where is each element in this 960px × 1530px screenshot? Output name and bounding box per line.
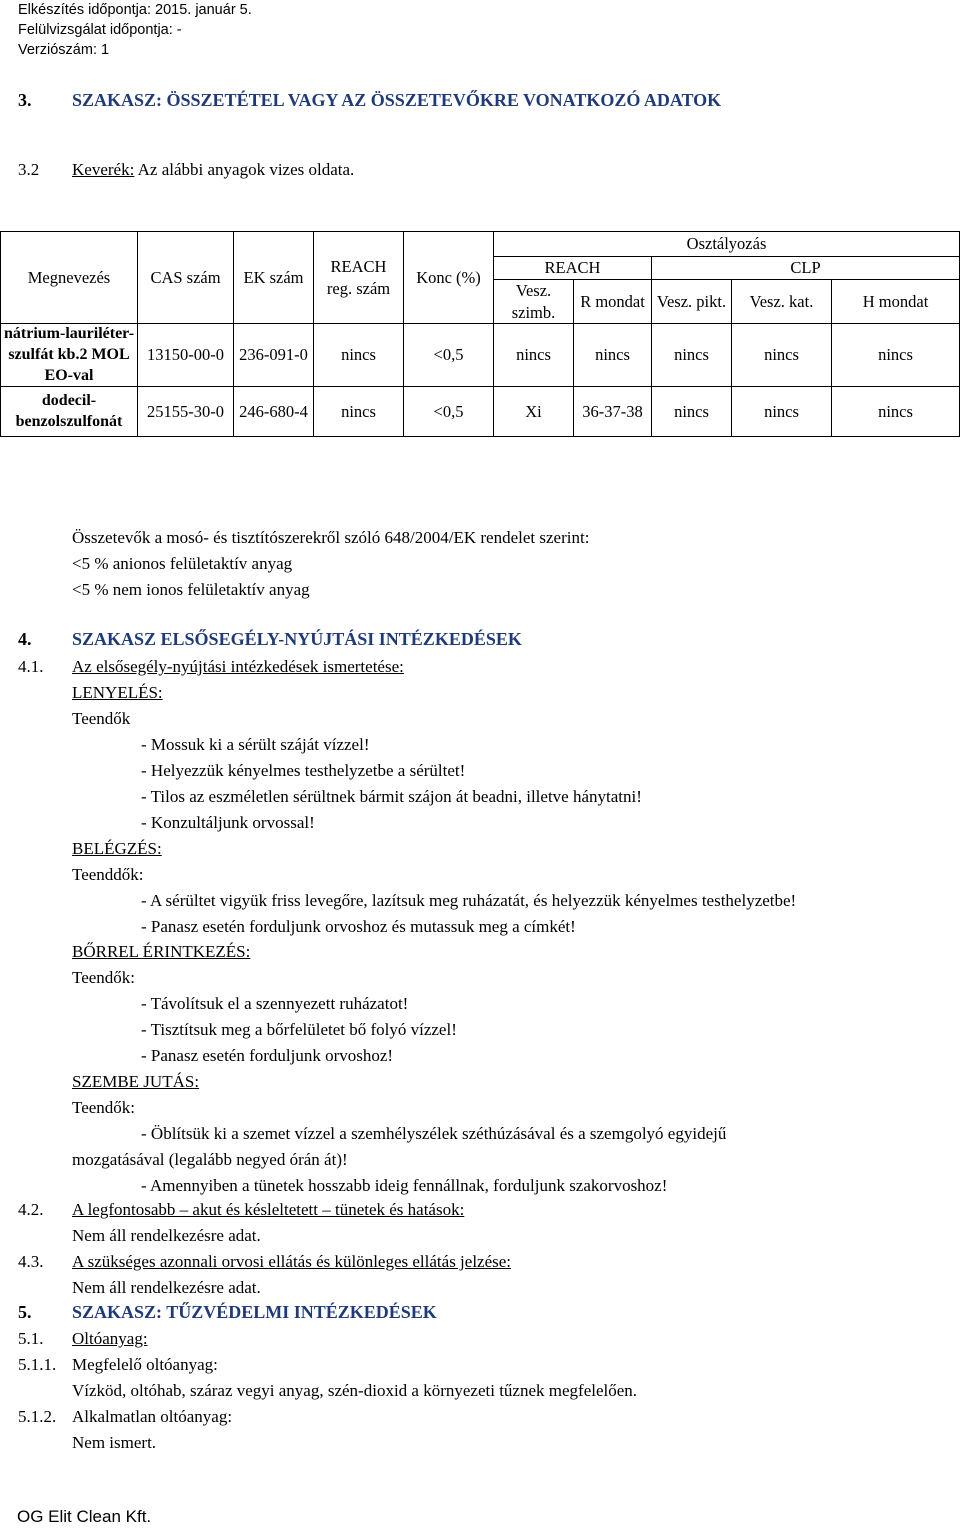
section42-text: Nem áll rendelkezésre adat. <box>72 1226 261 1245</box>
cell-r: 36-37-38 <box>574 387 652 437</box>
inhalation-heading: BELÉGZÉS: <box>72 839 162 858</box>
cell-ek: 236-091-0 <box>234 324 314 387</box>
section4-title: SZAKASZ ELSŐSEGÉLY-NYÚJTÁSI INTÉZKEDÉSEK <box>72 629 522 649</box>
footer-company: OG Elit Clean Kft. <box>17 1507 152 1526</box>
ingestion-item-3: - Tilos az eszméletlen sérültnek bármit szájon át beadni, illetve hánytatni! <box>141 787 642 806</box>
ingestion-heading: LENYELÉS: <box>72 683 163 702</box>
header-created-date: Elkészítés időpontja: 2015. január 5. <box>18 2 252 18</box>
section42-title: A legfontosabb – akut és késleltetett – tünetek és hatások: <box>72 1200 465 1219</box>
cell-h: nincs <box>832 324 960 387</box>
inhalation-item-2: - Panasz esetén forduljunk orvoshoz és mutassuk meg a címkét! <box>141 917 576 936</box>
cell-szimb: Xi <box>494 387 574 437</box>
eye-heading: SZEMBE JUTÁS: <box>72 1072 200 1091</box>
section3-number: 3. <box>18 90 32 110</box>
detergent-anionic: <5 % anionos felületaktív anyag <box>72 554 293 573</box>
detergent-intro: Összetevők a mosó- és tisztítószerekről szóló 648/2004/EK rendelet szerint: <box>72 528 590 547</box>
section41-title: Az elsősegély-nyújtási intézkedések ismertetése: <box>72 657 404 676</box>
header-reach: REACH <box>494 257 652 280</box>
section512-text: Nem ismert. <box>72 1433 157 1452</box>
header-konc: Konc (%) <box>404 232 494 324</box>
cell-pikt: nincs <box>652 324 732 387</box>
composition-table <box>0 231 960 437</box>
section512-number: 5.1.2. <box>18 1407 57 1426</box>
section32-number: 3.2 <box>18 160 40 179</box>
header-vesz-szimb: Vesz. szimb. <box>494 280 574 324</box>
section43-number: 4.3. <box>18 1252 44 1271</box>
inhalation-todo-label: Teenddők: <box>72 865 144 884</box>
cell-kat: nincs <box>732 387 832 437</box>
cell-konc: <0,5 <box>404 387 494 437</box>
skin-item-2: - Tisztítsuk meg a bőrfelületet bő folyó vízzel! <box>141 1020 457 1039</box>
section511-number: 5.1.1. <box>18 1355 57 1374</box>
cell-szimb: nincs <box>494 324 574 387</box>
table-row <box>1 324 960 387</box>
eye-item-2: - Amennyiben a tünetek hosszabb ideig fennállnak, forduljunk szakorvoshoz! <box>141 1176 668 1195</box>
cell-r: nincs <box>574 324 652 387</box>
section43-title: A szükséges azonnali orvosi ellátás és különleges ellátás jelzése: <box>72 1252 512 1271</box>
cell-reach: nincs <box>314 387 404 437</box>
section511-title: Megfelelő oltóanyag: <box>72 1355 218 1374</box>
ingestion-item-1: - Mossuk ki a sérült száját vízzel! <box>141 735 370 754</box>
header-ek: EK szám <box>234 232 314 324</box>
section5-number: 5. <box>18 1302 32 1322</box>
header-reach-reg: REACH reg. szám <box>314 232 404 324</box>
skin-item-3: - Panasz esetén forduljunk orvoshoz! <box>141 1046 394 1065</box>
section51-number: 5.1. <box>18 1329 44 1348</box>
section42-number: 4.2. <box>18 1200 44 1219</box>
section4-number: 4. <box>18 629 32 649</box>
cell-pikt: nincs <box>652 387 732 437</box>
section43-text: Nem áll rendelkezésre adat. <box>72 1278 261 1297</box>
header-vesz-pikt: Vesz. pikt. <box>652 280 732 324</box>
skin-item-1: - Távolítsuk el a szennyezett ruházatot! <box>141 994 409 1013</box>
header-h-mondat: H mondat <box>832 280 960 324</box>
table-row <box>1 387 960 437</box>
eye-item-1-cont: mozgatásával (legalább negyed órán át)! <box>72 1150 348 1169</box>
header-vesz-kat: Vesz. kat. <box>732 280 832 324</box>
cell-cas: 13150-00-0 <box>138 324 234 387</box>
section512-title: Alkalmatlan oltóanyag: <box>72 1407 233 1426</box>
ingestion-todo-label: Teendők <box>72 709 131 728</box>
cell-konc: <0,5 <box>404 324 494 387</box>
eye-todo-label: Teendők: <box>72 1098 136 1117</box>
header-clp: CLP <box>652 257 960 280</box>
header-cas: CAS szám <box>138 232 234 324</box>
section41-number: 4.1. <box>18 657 44 676</box>
eye-item-1: - Öblítsük ki a szemet vízzel a szemhélyszélek széthúzásával és a szemgolyó egyidejű <box>141 1124 727 1143</box>
detergent-nonionic: <5 % nem ionos felületaktív anyag <box>72 580 310 599</box>
section32-label: Keverék: <box>72 160 135 179</box>
inhalation-item-1: - A sérültet vigyük friss levegőre, lazítsuk meg ruházatát, és helyezzük kényelmes testhelyzetbe! <box>141 891 797 910</box>
header-name: Megnevezés <box>1 232 138 324</box>
section5-title: SZAKASZ: TŰZVÉDELMI INTÉZKEDÉSEK <box>72 1302 437 1322</box>
section51-title: Oltóanyag: <box>72 1329 148 1348</box>
cell-kat: nincs <box>732 324 832 387</box>
section32-line <box>72 160 354 180</box>
substance-name-1: nátrium-lauriléter-szulfát kb.2 MOL EO-val <box>1 324 138 387</box>
ingestion-item-2: - Helyezzük kényelmes testhelyzetbe a sérültet! <box>141 761 466 780</box>
header-osztalyozas: Osztályozás <box>494 232 960 257</box>
header-r-mondat: R mondat <box>574 280 652 324</box>
cell-reach: nincs <box>314 324 404 387</box>
substance-name-2: dodecil-benzolszulfonát <box>1 387 138 437</box>
skin-todo-label: Teendők: <box>72 968 136 987</box>
cell-cas: 25155-30-0 <box>138 387 234 437</box>
header-version: Verziószám: 1 <box>18 42 110 58</box>
section511-text: Vízköd, oltóhab, száraz vegyi anyag, szén-dioxid a környezeti tűznek megfelelően. <box>72 1381 638 1400</box>
cell-h: nincs <box>832 387 960 437</box>
ingestion-item-4: - Konzultáljunk orvossal! <box>141 813 315 832</box>
section32-text: Az alábbi anyagok vizes oldata. <box>137 160 355 179</box>
cell-ek: 246-680-4 <box>234 387 314 437</box>
section3-title: SZAKASZ: ÖSSZETÉTEL VAGY AZ ÖSSZETEVŐKRE VONATKOZÓ ADATOK <box>72 90 722 110</box>
skin-heading: BŐRREL ÉRINTKEZÉS: <box>72 942 251 961</box>
header-revision-date: Felülvizsgálat időpontja: - <box>18 22 182 38</box>
